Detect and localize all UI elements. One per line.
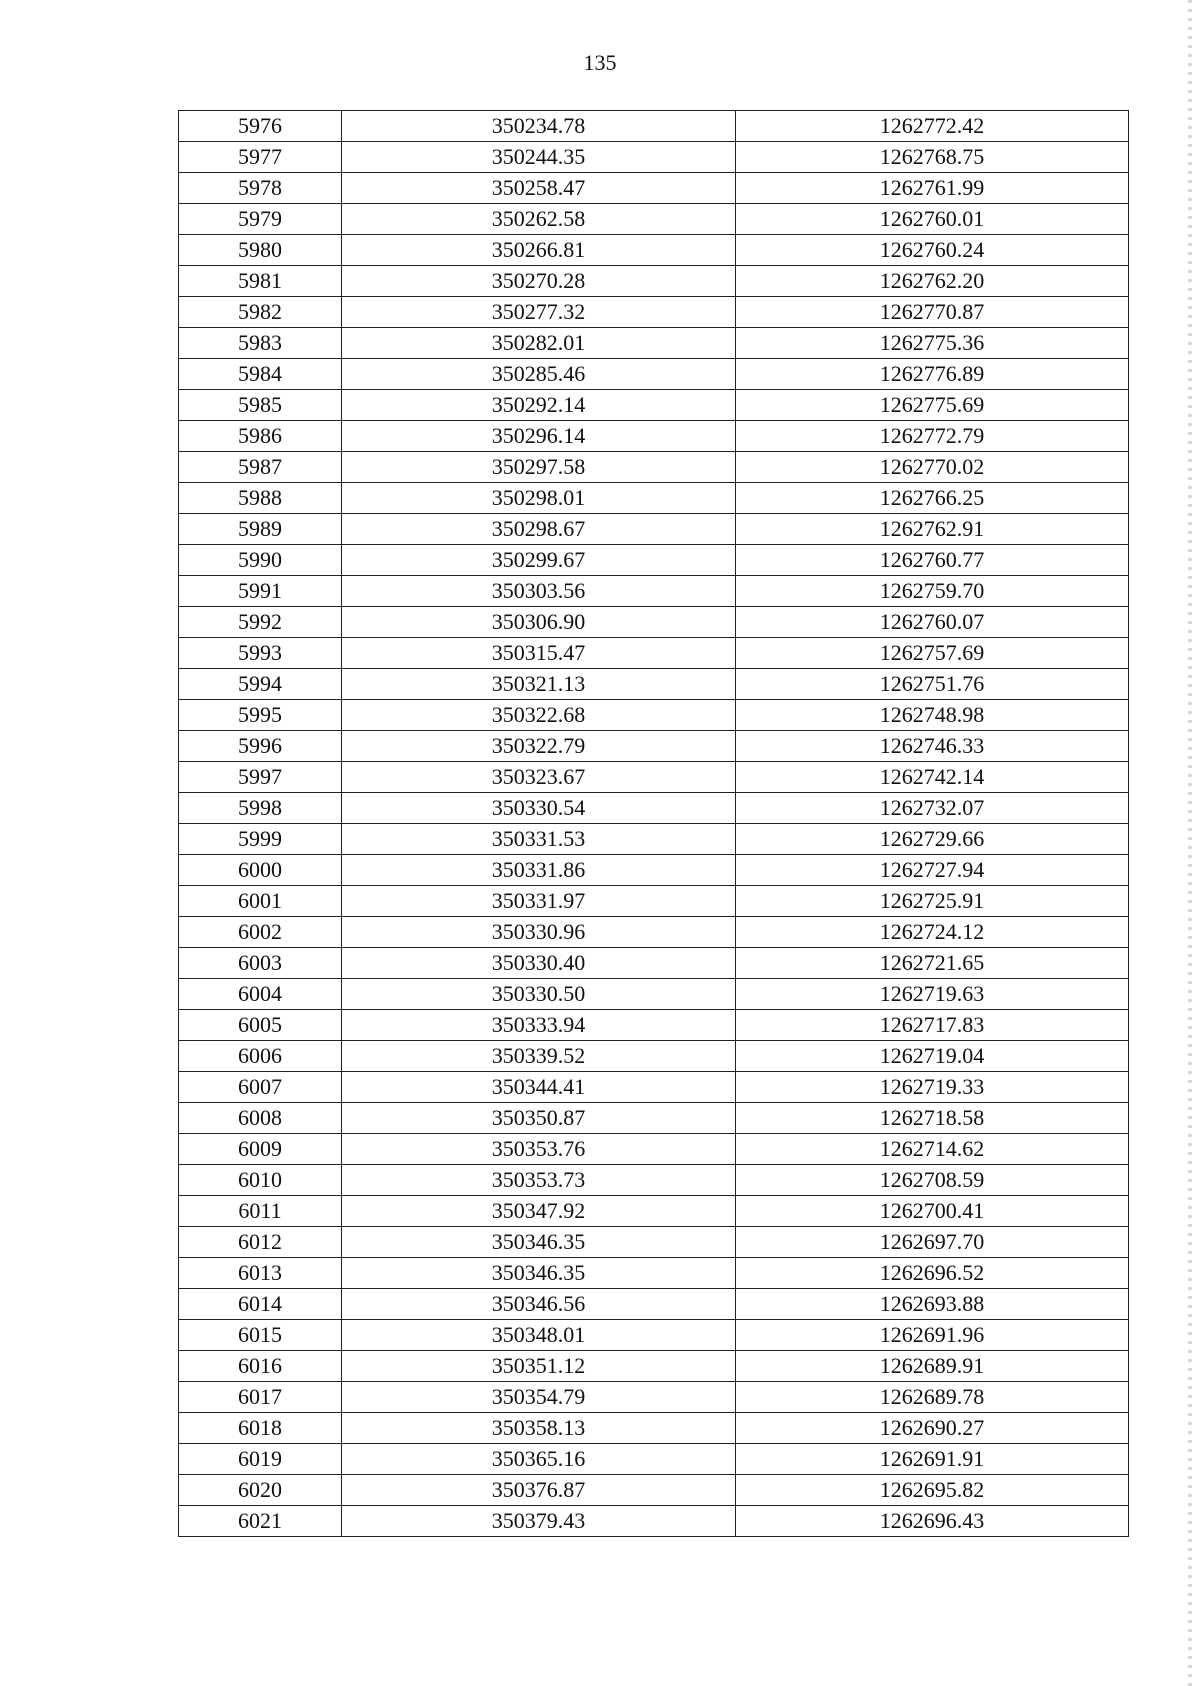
y-coordinate-cell: 1262696.43 — [736, 1506, 1129, 1537]
x-coordinate-cell: 350266.81 — [342, 235, 736, 266]
point-id-cell: 5979 — [179, 204, 342, 235]
table-row — [179, 297, 1129, 328]
table-row — [179, 731, 1129, 762]
table-row — [179, 762, 1129, 793]
table-row — [179, 1196, 1129, 1227]
y-coordinate-cell: 1262725.91 — [736, 886, 1129, 917]
table-row — [179, 142, 1129, 173]
y-coordinate-cell: 1262757.69 — [736, 638, 1129, 669]
y-coordinate-cell: 1262762.91 — [736, 514, 1129, 545]
y-coordinate-cell: 1262760.07 — [736, 607, 1129, 638]
x-coordinate-cell: 350322.68 — [342, 700, 736, 731]
table-row — [179, 1444, 1129, 1475]
y-coordinate-cell: 1262770.87 — [736, 297, 1129, 328]
table-row — [179, 545, 1129, 576]
x-coordinate-cell: 350330.96 — [342, 917, 736, 948]
table-row — [179, 917, 1129, 948]
table-row — [179, 793, 1129, 824]
table-row — [179, 483, 1129, 514]
point-id-cell: 5986 — [179, 421, 342, 452]
y-coordinate-cell: 1262717.83 — [736, 1010, 1129, 1041]
x-coordinate-cell: 350303.56 — [342, 576, 736, 607]
point-id-cell: 6000 — [179, 855, 342, 886]
x-coordinate-cell: 350292.14 — [342, 390, 736, 421]
x-coordinate-cell: 350351.12 — [342, 1351, 736, 1382]
point-id-cell: 6017 — [179, 1382, 342, 1413]
table-row — [179, 1041, 1129, 1072]
table-row — [179, 421, 1129, 452]
y-coordinate-cell: 1262724.12 — [736, 917, 1129, 948]
y-coordinate-cell: 1262760.77 — [736, 545, 1129, 576]
x-coordinate-cell: 350344.41 — [342, 1072, 736, 1103]
table-row — [179, 1320, 1129, 1351]
x-coordinate-cell: 350282.01 — [342, 328, 736, 359]
y-coordinate-cell: 1262719.04 — [736, 1041, 1129, 1072]
page-number: 135 — [583, 50, 617, 75]
coordinate-table-body — [179, 111, 1129, 1537]
table-row — [179, 1227, 1129, 1258]
y-coordinate-cell: 1262689.91 — [736, 1351, 1129, 1382]
y-coordinate-cell: 1262718.58 — [736, 1103, 1129, 1134]
y-coordinate-cell: 1262768.75 — [736, 142, 1129, 173]
x-coordinate-cell: 350331.97 — [342, 886, 736, 917]
point-id-cell: 6009 — [179, 1134, 342, 1165]
point-id-cell: 6004 — [179, 979, 342, 1010]
table-row — [179, 1103, 1129, 1134]
point-id-cell: 5985 — [179, 390, 342, 421]
point-id-cell: 5991 — [179, 576, 342, 607]
table-row — [179, 1413, 1129, 1444]
table-row — [179, 607, 1129, 638]
x-coordinate-cell: 350315.47 — [342, 638, 736, 669]
y-coordinate-cell: 1262719.33 — [736, 1072, 1129, 1103]
table-row — [179, 700, 1129, 731]
table-row — [179, 948, 1129, 979]
y-coordinate-cell: 1262760.24 — [736, 235, 1129, 266]
y-coordinate-cell: 1262776.89 — [736, 359, 1129, 390]
point-id-cell: 5987 — [179, 452, 342, 483]
x-coordinate-cell: 350234.78 — [342, 111, 736, 142]
point-id-cell: 6016 — [179, 1351, 342, 1382]
x-coordinate-cell: 350353.73 — [342, 1165, 736, 1196]
x-coordinate-cell: 350298.67 — [342, 514, 736, 545]
y-coordinate-cell: 1262697.70 — [736, 1227, 1129, 1258]
point-id-cell: 5981 — [179, 266, 342, 297]
point-id-cell: 5993 — [179, 638, 342, 669]
table-row — [179, 1134, 1129, 1165]
table-row — [179, 886, 1129, 917]
x-coordinate-cell: 350331.86 — [342, 855, 736, 886]
x-coordinate-cell: 350358.13 — [342, 1413, 736, 1444]
x-coordinate-cell: 350297.58 — [342, 452, 736, 483]
x-coordinate-cell: 350376.87 — [342, 1475, 736, 1506]
scan-edge-artifact — [1188, 0, 1192, 1686]
point-id-cell: 5976 — [179, 111, 342, 142]
table-row — [179, 452, 1129, 483]
x-coordinate-cell: 350296.14 — [342, 421, 736, 452]
table-row — [179, 576, 1129, 607]
x-coordinate-cell: 350298.01 — [342, 483, 736, 514]
y-coordinate-cell: 1262690.27 — [736, 1413, 1129, 1444]
point-id-cell: 5982 — [179, 297, 342, 328]
table-row — [179, 1351, 1129, 1382]
point-id-cell: 6008 — [179, 1103, 342, 1134]
x-coordinate-cell: 350346.35 — [342, 1258, 736, 1289]
point-id-cell: 6013 — [179, 1258, 342, 1289]
x-coordinate-cell: 350306.90 — [342, 607, 736, 638]
x-coordinate-cell: 350285.46 — [342, 359, 736, 390]
table-row — [179, 824, 1129, 855]
point-id-cell: 5988 — [179, 483, 342, 514]
point-id-cell: 5999 — [179, 824, 342, 855]
y-coordinate-cell: 1262746.33 — [736, 731, 1129, 762]
point-id-cell: 6018 — [179, 1413, 342, 1444]
point-id-cell: 6014 — [179, 1289, 342, 1320]
y-coordinate-cell: 1262742.14 — [736, 762, 1129, 793]
x-coordinate-cell: 350347.92 — [342, 1196, 736, 1227]
point-id-cell: 5983 — [179, 328, 342, 359]
x-coordinate-cell: 350353.76 — [342, 1134, 736, 1165]
coordinate-table — [178, 110, 1129, 1537]
y-coordinate-cell: 1262708.59 — [736, 1165, 1129, 1196]
x-coordinate-cell: 350277.32 — [342, 297, 736, 328]
point-id-cell: 6020 — [179, 1475, 342, 1506]
point-id-cell: 6001 — [179, 886, 342, 917]
table-row — [179, 979, 1129, 1010]
point-id-cell: 6012 — [179, 1227, 342, 1258]
table-row — [179, 514, 1129, 545]
x-coordinate-cell: 350365.16 — [342, 1444, 736, 1475]
point-id-cell: 6003 — [179, 948, 342, 979]
y-coordinate-cell: 1262714.62 — [736, 1134, 1129, 1165]
x-coordinate-cell: 350379.43 — [342, 1506, 736, 1537]
y-coordinate-cell: 1262772.42 — [736, 111, 1129, 142]
y-coordinate-cell: 1262775.69 — [736, 390, 1129, 421]
x-coordinate-cell: 350321.13 — [342, 669, 736, 700]
table-row — [179, 1165, 1129, 1196]
y-coordinate-cell: 1262696.52 — [736, 1258, 1129, 1289]
point-id-cell: 5998 — [179, 793, 342, 824]
point-id-cell: 6015 — [179, 1320, 342, 1351]
point-id-cell: 6019 — [179, 1444, 342, 1475]
y-coordinate-cell: 1262760.01 — [736, 204, 1129, 235]
x-coordinate-cell: 350354.79 — [342, 1382, 736, 1413]
point-id-cell: 5990 — [179, 545, 342, 576]
table-row — [179, 266, 1129, 297]
point-id-cell: 6002 — [179, 917, 342, 948]
y-coordinate-cell: 1262775.36 — [736, 328, 1129, 359]
y-coordinate-cell: 1262766.25 — [736, 483, 1129, 514]
y-coordinate-cell: 1262719.63 — [736, 979, 1129, 1010]
table-row — [179, 1289, 1129, 1320]
y-coordinate-cell: 1262691.96 — [736, 1320, 1129, 1351]
x-coordinate-cell: 350299.67 — [342, 545, 736, 576]
point-id-cell: 6007 — [179, 1072, 342, 1103]
y-coordinate-cell: 1262689.78 — [736, 1382, 1129, 1413]
table-row — [179, 669, 1129, 700]
x-coordinate-cell: 350346.56 — [342, 1289, 736, 1320]
y-coordinate-cell: 1262770.02 — [736, 452, 1129, 483]
point-id-cell: 5996 — [179, 731, 342, 762]
x-coordinate-cell: 350348.01 — [342, 1320, 736, 1351]
x-coordinate-cell: 350262.58 — [342, 204, 736, 235]
point-id-cell: 5992 — [179, 607, 342, 638]
x-coordinate-cell: 350333.94 — [342, 1010, 736, 1041]
x-coordinate-cell: 350270.28 — [342, 266, 736, 297]
x-coordinate-cell: 350322.79 — [342, 731, 736, 762]
point-id-cell: 5994 — [179, 669, 342, 700]
y-coordinate-cell: 1262751.76 — [736, 669, 1129, 700]
x-coordinate-cell: 350330.54 — [342, 793, 736, 824]
point-id-cell: 6010 — [179, 1165, 342, 1196]
point-id-cell: 5989 — [179, 514, 342, 545]
point-id-cell: 6006 — [179, 1041, 342, 1072]
table-row — [179, 1010, 1129, 1041]
y-coordinate-cell: 1262759.70 — [736, 576, 1129, 607]
x-coordinate-cell: 350350.87 — [342, 1103, 736, 1134]
y-coordinate-cell: 1262691.91 — [736, 1444, 1129, 1475]
x-coordinate-cell: 350323.67 — [342, 762, 736, 793]
y-coordinate-cell: 1262729.66 — [736, 824, 1129, 855]
table-row — [179, 638, 1129, 669]
point-id-cell: 5980 — [179, 235, 342, 266]
y-coordinate-cell: 1262727.94 — [736, 855, 1129, 886]
table-row — [179, 328, 1129, 359]
point-id-cell: 5978 — [179, 173, 342, 204]
x-coordinate-cell: 350346.35 — [342, 1227, 736, 1258]
x-coordinate-cell: 350330.40 — [342, 948, 736, 979]
table-row — [179, 204, 1129, 235]
table-row — [179, 1506, 1129, 1537]
y-coordinate-cell: 1262761.99 — [736, 173, 1129, 204]
table-row — [179, 1258, 1129, 1289]
table-row — [179, 855, 1129, 886]
y-coordinate-cell: 1262762.20 — [736, 266, 1129, 297]
x-coordinate-cell: 350331.53 — [342, 824, 736, 855]
table-row — [179, 1382, 1129, 1413]
table-row — [179, 111, 1129, 142]
table-row — [179, 1475, 1129, 1506]
y-coordinate-cell: 1262732.07 — [736, 793, 1129, 824]
table-row — [179, 390, 1129, 421]
x-coordinate-cell: 350244.35 — [342, 142, 736, 173]
point-id-cell: 5995 — [179, 700, 342, 731]
x-coordinate-cell: 350258.47 — [342, 173, 736, 204]
point-id-cell: 5977 — [179, 142, 342, 173]
table-row — [179, 235, 1129, 266]
table-row — [179, 359, 1129, 390]
table-row — [179, 1072, 1129, 1103]
y-coordinate-cell: 1262772.79 — [736, 421, 1129, 452]
point-id-cell: 6021 — [179, 1506, 342, 1537]
point-id-cell: 6005 — [179, 1010, 342, 1041]
y-coordinate-cell: 1262695.82 — [736, 1475, 1129, 1506]
x-coordinate-cell: 350330.50 — [342, 979, 736, 1010]
y-coordinate-cell: 1262748.98 — [736, 700, 1129, 731]
table-row — [179, 173, 1129, 204]
y-coordinate-cell: 1262693.88 — [736, 1289, 1129, 1320]
y-coordinate-cell: 1262721.65 — [736, 948, 1129, 979]
y-coordinate-cell: 1262700.41 — [736, 1196, 1129, 1227]
point-id-cell: 5984 — [179, 359, 342, 390]
point-id-cell: 6011 — [179, 1196, 342, 1227]
point-id-cell: 5997 — [179, 762, 342, 793]
x-coordinate-cell: 350339.52 — [342, 1041, 736, 1072]
